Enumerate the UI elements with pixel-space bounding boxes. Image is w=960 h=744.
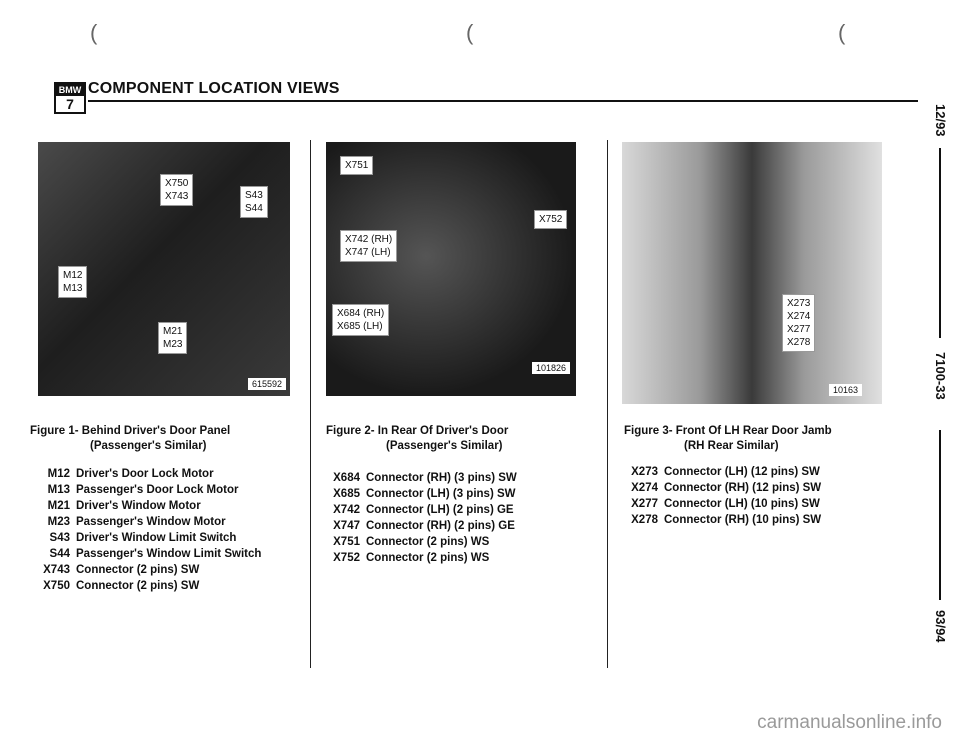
legend-row [320, 550, 595, 566]
scan-mark: ( [90, 20, 98, 45]
photo-number: 101826 [532, 362, 570, 374]
caption-label: Figure 1- [30, 425, 79, 437]
legend-description: Connector (2 pins) SW [76, 564, 200, 576]
legend-row [30, 466, 300, 482]
callout-x273-x278: X273 X274 X277 X278 [782, 294, 815, 352]
figure-1-legend [30, 466, 300, 594]
caption-subtitle: (Passenger's Similar) [90, 440, 207, 452]
legend-row [30, 530, 300, 546]
legend-description: Connector (LH) (10 pins) SW [664, 498, 820, 510]
scan-mark: ( [838, 20, 846, 45]
legend-code: M21 [47, 500, 70, 512]
legend-code: M13 [47, 484, 70, 496]
side-rule [939, 148, 941, 338]
legend-description: Connector (RH) (12 pins) SW [664, 482, 822, 494]
logo-number: 7 [66, 96, 74, 112]
legend-row [30, 482, 300, 498]
figure-3-caption [624, 424, 894, 454]
caption-title: In Rear Of Driver's Door [377, 425, 509, 437]
figure-1-caption [30, 424, 300, 454]
legend-row [320, 470, 595, 486]
caption-label: Figure 2- [326, 425, 375, 437]
legend-code: X747 [333, 520, 360, 532]
callout-s43-s44: S43 S44 [240, 186, 268, 218]
legend-row [618, 480, 893, 496]
legend-code: X278 [631, 514, 658, 526]
legend-row [30, 546, 300, 562]
figure-2-photo [326, 142, 576, 396]
legend-description: Connector (RH) (10 pins) SW [664, 514, 822, 526]
side-date: 12/93 [933, 104, 948, 137]
legend-description: Connector (LH) (2 pins) GE [366, 504, 514, 516]
photo-number: 10163 [829, 384, 862, 396]
legend-code: M23 [47, 516, 70, 528]
figure-2-caption [326, 424, 596, 454]
side-page-number: 7100-33 [933, 352, 948, 400]
callout-x751: X751 [340, 156, 373, 175]
caption-label: Figure 3- [624, 425, 673, 437]
legend-description: Connector (LH) (12 pins) SW [664, 466, 820, 478]
legend-description: Connector (RH) (3 pins) SW [366, 472, 517, 484]
callout-x750-x743: X750 X743 [160, 174, 193, 206]
callout-m21-m23: M21 M23 [158, 322, 187, 354]
side-model-year: 93/94 [933, 610, 948, 643]
column-divider [607, 140, 608, 668]
legend-description: Connector (RH) (2 pins) GE [366, 520, 515, 532]
legend-row [618, 512, 893, 528]
column-divider [310, 140, 311, 668]
legend-code: S44 [49, 548, 70, 560]
legend-description: Driver's Window Limit Switch [76, 532, 237, 544]
legend-row [320, 534, 595, 550]
legend-code: X751 [333, 536, 360, 548]
header-rule [88, 100, 918, 102]
legend-row [30, 514, 300, 530]
legend-row [30, 578, 300, 594]
legend-code: X750 [43, 580, 70, 592]
caption-subtitle: (RH Rear Similar) [684, 440, 779, 452]
legend-description: Connector (LH) (3 pins) SW [366, 488, 516, 500]
figure-3-photo [622, 142, 882, 404]
legend-code: X684 [333, 472, 360, 484]
legend-description: Connector (2 pins) WS [366, 536, 490, 548]
legend-row [618, 496, 893, 512]
legend-code: X752 [333, 552, 360, 564]
figure-2-legend [320, 470, 595, 566]
legend-description: Passenger's Door Lock Motor [76, 484, 239, 496]
caption-title: Behind Driver's Door Panel [81, 425, 231, 437]
callout-x684-x685: X684 (RH) X685 (LH) [332, 304, 389, 336]
photo-number: 615592 [248, 378, 286, 390]
legend-row [618, 464, 893, 480]
callout-m12-m13: M12 M13 [58, 266, 87, 298]
callout-x742-x747: X742 (RH) X747 (LH) [340, 230, 397, 262]
legend-code: X274 [631, 482, 658, 494]
legend-code: S43 [49, 532, 70, 544]
legend-description: Driver's Window Motor [76, 500, 201, 512]
legend-description: Passenger's Window Motor [76, 516, 226, 528]
logo-text: BMW [56, 84, 84, 96]
legend-row [320, 518, 595, 534]
caption-subtitle: (Passenger's Similar) [386, 440, 503, 452]
figure-1-photo [38, 142, 290, 396]
legend-code: X277 [631, 498, 658, 510]
legend-code: X273 [631, 466, 658, 478]
legend-code: X743 [43, 564, 70, 576]
caption-title: Front Of LH Rear Door Jamb [675, 425, 832, 437]
legend-row [320, 486, 595, 502]
watermark: carmanualsonline.info [757, 712, 942, 733]
legend-code: M12 [47, 468, 70, 480]
legend-description: Driver's Door Lock Motor [76, 468, 214, 480]
scan-mark: ( [466, 20, 474, 45]
page-title: COMPONENT LOCATION VIEWS [88, 80, 340, 97]
figure-3-legend [618, 464, 893, 528]
legend-code: X685 [333, 488, 360, 500]
legend-code: X742 [333, 504, 360, 516]
legend-description: Connector (2 pins) SW [76, 580, 200, 592]
callout-x752: X752 [534, 210, 567, 229]
legend-row [320, 502, 595, 518]
bmw-7-logo-icon [54, 82, 86, 114]
side-rule [939, 430, 941, 600]
legend-row [30, 498, 300, 514]
legend-description: Passenger's Window Limit Switch [76, 548, 262, 560]
legend-row [30, 562, 300, 578]
legend-description: Connector (2 pins) WS [366, 552, 490, 564]
